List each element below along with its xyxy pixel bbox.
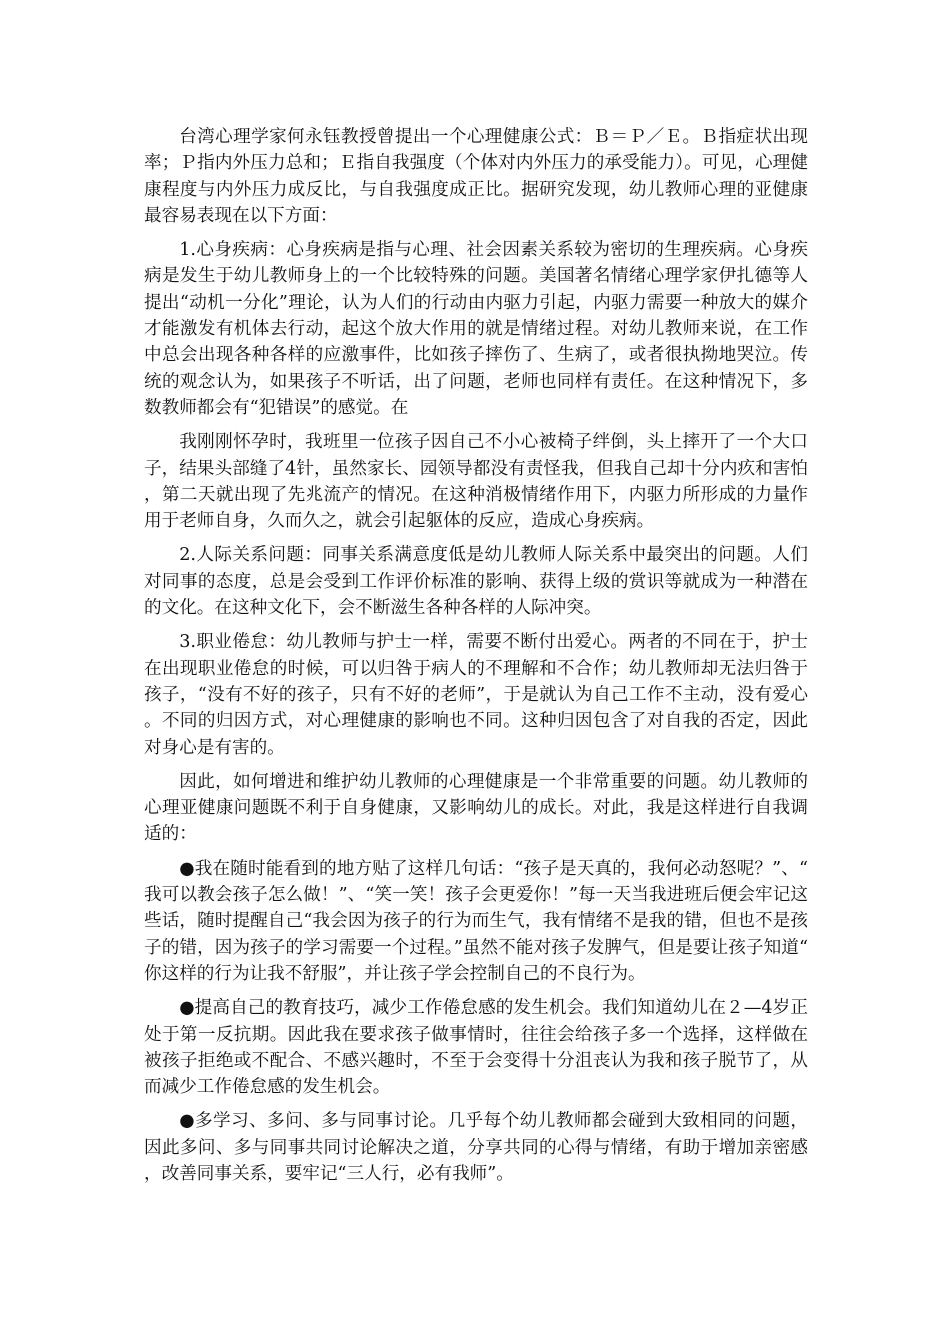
paragraph-personal-example: 我刚刚怀孕时，我班里一位孩子因自己不小心被椅子绊倒，头上摔开了一个大口子，结果头部缝了4针，虽然家长、园领导都没有责怪我，但我自己却十分内疚和害怕，第二天就出现了先兆流产的情况。在这种消极情绪作用下，内驱力所形成的力量作用于老师自身，久而久之，就会引起躯体的反应，造成心身疾病。 — [144, 432, 808, 532]
document-body — [144, 124, 808, 1195]
paragraph-psychosomatic-illness: 1.心身疾病：心身疾病是指与心理、社会因素关系较为密切的生理疾病。心身疾病是发生于幼儿教师身上的一个比较特殊的问题。美国著名情绪心理学家伊扎德等人提出“动机一分化”理论，认为人们的行动由内驱力引起，内驱力需要一种放大的媒介才能激发有机体去行动，起这个放大作用的就是情绪过程。对幼儿教师来说，在工作中总会出现各种各样的应激事件，比如孩子摔伤了、生病了，或者很执拗地哭泣。传统的观念认为，如果孩子不听话，出了问题，老师也同样有责任。在这种情况下，多数教师都会有“犯错误”的感觉。在 — [144, 240, 808, 418]
paragraph-conclusion: 因此，如何增进和维护幼儿教师的心理健康是一个非常重要的问题。幼儿教师的心理亚健康问题既不利于自身健康，又影响幼儿的成长。对此，我是这样进行自我调适的： — [144, 771, 808, 845]
bullet-item-learn-and-discuss: ●多学习、多问、多与同事讨论。几乎每个幼儿教师都会碰到大致相同的问题，因此多问、多与同事共同讨论解决之道，分享共同的心得与情绪，有助于增加亲密感，改善同事关系，要牢记“三人行，必有我师”。 — [144, 1111, 808, 1184]
bullet-item-reminders: ●我在随时能看到的地方贴了这样几句话：“孩子是天真的，我何必动怒呢？”、“我可以教会孩子怎么做！”、“笑一笑！孩子会更爱你！”每一天当我进班后便会牢记这些话，随时提醒自己“我会因为孩子的行为而生气，我有情绪不是我的错，但也不是孩子的错，因为孩子的学习需要一个过程。”虽然不能对孩子发脾气，但是要让孩子知道“你这样的行为让我不舒服”，并让孩子学会控制自己的不良行为。 — [144, 858, 808, 984]
bullet-item-teaching-skills: ●提高自己的教育技巧，减少工作倦怠感的发生机会。我们知道幼儿在２—4岁正处于第一反抗期。因此我在要求孩子做事情时，往往会给孩子多一个选择，这样做在被孩子拒绝或不配合、不感兴趣时，不至于会变得十分沮丧认为我和孩子脱节了，从而减少工作倦怠感的发生机会。 — [144, 998, 808, 1098]
paragraph-intro: 台湾心理学家何永钰教授曾提出一个心理健康公式：Ｂ＝Ｐ／Ｅ。Ｂ指症状出现率；Ｐ指内外压力总和；Ｅ指自我强度（个体对内外压力的承受能力）。可见，心理健康程度与内外压力成反比，与自我强度成正比。据研究发现，幼儿教师心理的亚健康最容易表现在以下方面： — [144, 127, 808, 226]
paragraph-interpersonal-problems: 2.人际关系问题：同事关系满意度低是幼儿教师人际关系中最突出的问题。人们对同事的态度，总是会受到工作评价标准的影响、获得上级的赏识等就成为一种潜在的文化。在这种文化下，会不断滋生各种各样的人际冲突。 — [144, 545, 808, 619]
paragraph-job-burnout: 3.职业倦怠：幼儿教师与护士一样，需要不断付出爱心。两者的不同在于，护士在出现职业倦怠的时候，可以归咎于病人的不理解和不合作；幼儿教师却无法归咎于孩子，“没有不好的孩子，只有不好的老师”，于是就认为自己工作不主动，没有爱心。不同的归因方式，对心理健康的影响也不同。这种归因包含了对自我的否定，因此对身心是有害的。 — [144, 632, 808, 758]
